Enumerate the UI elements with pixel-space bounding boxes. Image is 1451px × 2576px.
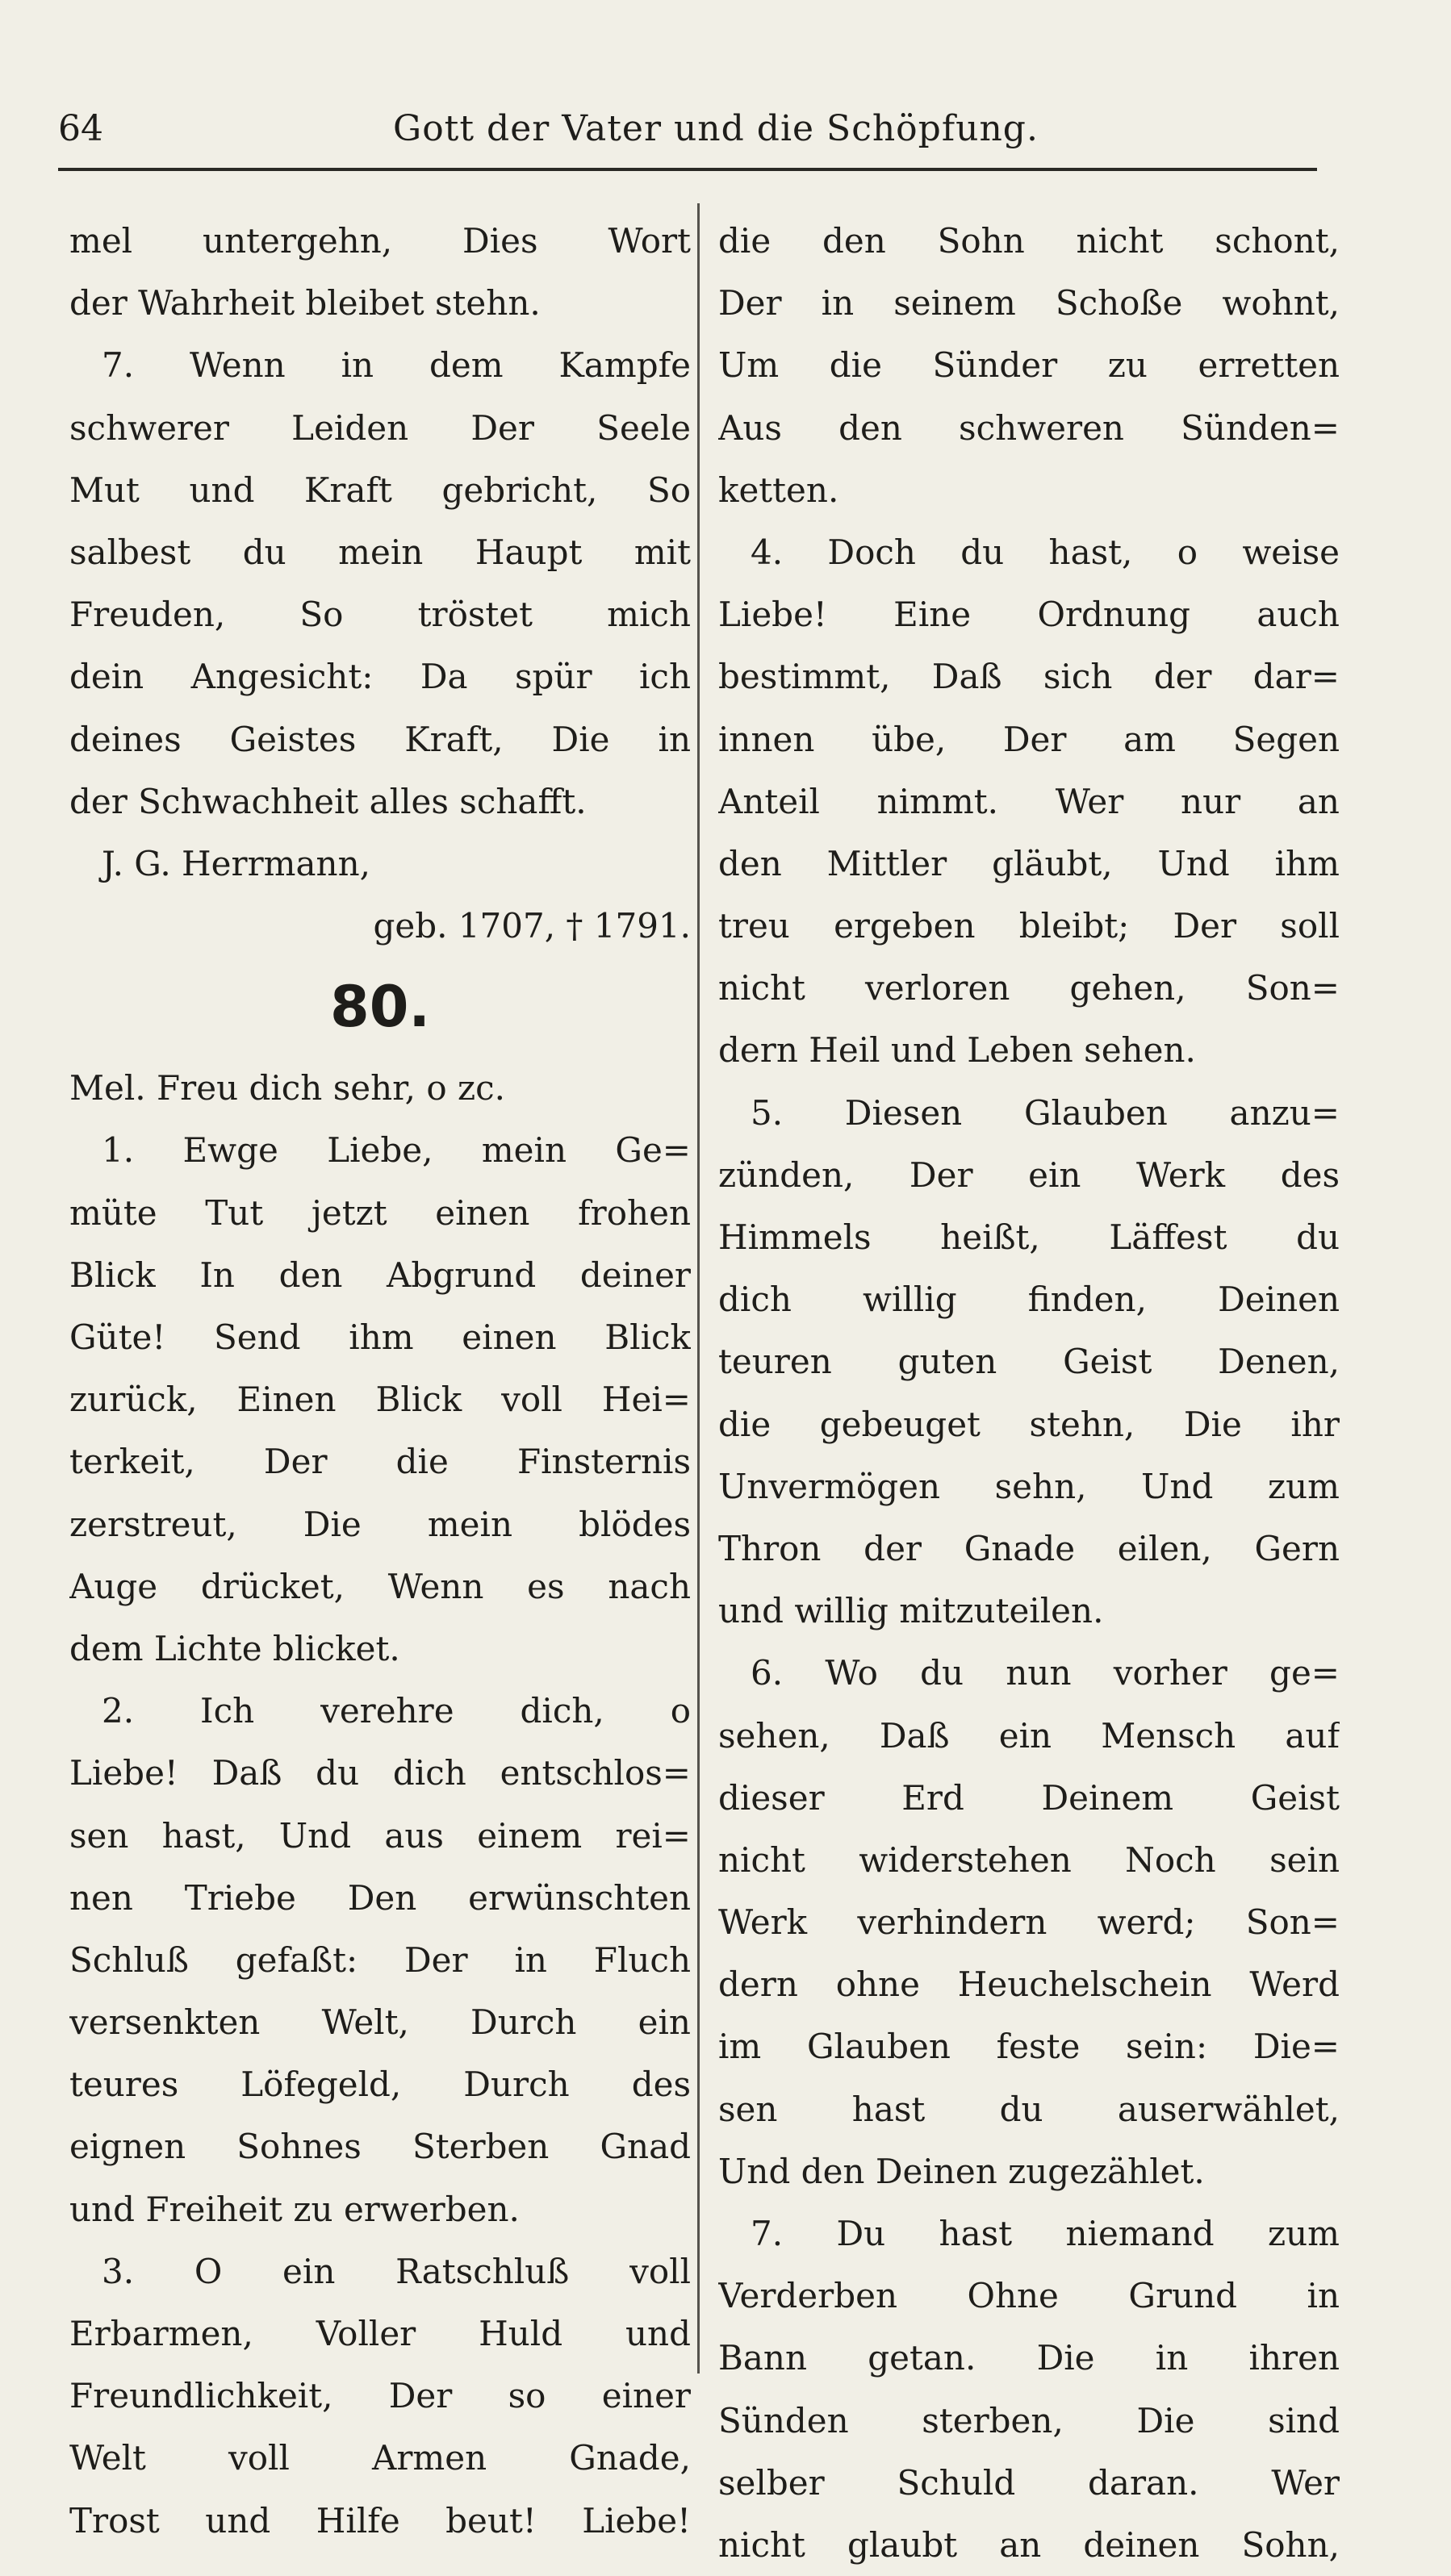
text-line: nicht glaubt an deinen Sohn, (718, 2524, 1340, 2565)
text-line: müte Tut jetzt einen frohen (69, 1192, 691, 1233)
text-line: ketten. (718, 470, 839, 510)
text-line: Mut und Kraft gebricht, So (69, 470, 691, 510)
text-line: Trost und Hilfe beut! Liebe! (69, 2500, 691, 2541)
text-line: teures Löfegeld, Durch des (69, 2065, 691, 2105)
text-line: Mel. Freu dich sehr, o zc. (69, 1068, 505, 1108)
text-line: 5. Diesen Glauben anzu= (751, 1092, 1340, 1133)
text-line: 1. Ewge Liebe, mein Ge= (102, 1130, 691, 1171)
text-line: dem Lichte blicket. (69, 1628, 400, 1668)
left-column (69, 210, 691, 2552)
text-line: und Freiheit zu erwerben. (69, 2189, 520, 2229)
text-line: 2. Ich verehre dich, o (102, 1691, 691, 1731)
text-line: Anteil nimmt. Wer nur an (718, 781, 1340, 821)
text-line: und willig mitzuteilen. (718, 1591, 1104, 1631)
text-line: Erbarmen, Voller Huld und (69, 2314, 691, 2353)
text-line: Welt voll Armen Gnade, (69, 2438, 691, 2478)
text-line: deines Geistes Kraft, Die in (69, 719, 691, 759)
text-line: treu ergeben bleibt; Der soll (718, 906, 1340, 946)
text-line: teuren guten Geist Denen, (718, 1342, 1340, 1382)
text-line: 7. Du hast niemand zum (751, 2214, 1340, 2253)
text-line: die gebeuget stehn, Die ihr (718, 1404, 1340, 1444)
text-line: 7. Wenn in dem Kampfe (102, 345, 691, 386)
header-rule (58, 168, 1317, 171)
text-line: Bann getan. Die in ihren (718, 2338, 1340, 2378)
text-line: geb. 1707, † 1791. (373, 906, 691, 946)
text-line: dein Angesicht: Da spür ich (69, 657, 691, 697)
text-line: selber Schuld daran. Wer (718, 2462, 1340, 2503)
text-line: Blick In den Abgrund deiner (69, 1255, 691, 1295)
text-line: mel untergehn, Dies Wort (69, 221, 691, 261)
text-line: nicht widerstehen Noch sein (718, 1839, 1340, 1880)
text-line: eignen Sohnes Sterben Gnad (69, 2127, 691, 2167)
text-line: dern ohne Heuchelschein Werd (718, 1964, 1340, 2005)
text-line: sen hast, Und aus einem rei= (69, 1815, 691, 1856)
text-line: nicht verloren gehen, Son= (718, 968, 1340, 1008)
text-line: nen Triebe Den erwünschten (69, 1877, 691, 1918)
text-line: terkeit, Der die Finsternis (69, 1442, 691, 1482)
text-line: salbest du mein Haupt mit (69, 532, 691, 572)
text-line: Freuden, So tröstet mich (69, 595, 691, 635)
text-line: Sünden sterben, Die sind (718, 2400, 1340, 2440)
text-line: den Mittler gläubt, Und ihm (718, 843, 1340, 883)
text-line: im Glauben feste sein: Die= (718, 2027, 1340, 2067)
running-title: Gott der Vater und die Schöpfung. (393, 107, 1039, 149)
text-line: Um die Sünder zu erretten (718, 345, 1340, 386)
text-line: Verderben Ohne Grund in (718, 2276, 1340, 2316)
text-line: Himmels heißt, Läffest du (718, 1217, 1340, 1257)
page-number: 64 (58, 107, 103, 149)
column-divider (697, 203, 700, 2374)
text-line: die den Sohn nicht schont, (718, 221, 1340, 261)
text-line: dieser Erd Deinem Geist (718, 1777, 1340, 1818)
text-line: versenkten Welt, Durch ein (69, 2002, 691, 2043)
text-line: J. G. Herrmann, (102, 843, 370, 883)
page-header (58, 97, 1317, 160)
text-line: Werk verhindern werd; Son= (718, 1902, 1340, 1943)
text-line: Aus den schweren Sünden= (718, 407, 1340, 448)
text-line: bestimmt, Daß sich der dar= (718, 657, 1340, 697)
text-line: 3. O ein Ratschluß voll (102, 2251, 691, 2291)
text-line: dern Heil und Leben sehen. (718, 1030, 1196, 1071)
text-line: Freundlichkeit, Der so einer (69, 2376, 691, 2416)
text-line: Und den Deinen zugezählet. (718, 2151, 1205, 2191)
hymn-number: 80. (329, 974, 430, 1041)
text-line: der Wahrheit bleibet stehn. (69, 283, 541, 324)
text-line: zünden, Der ein Werk des (718, 1154, 1340, 1195)
text-line: 6. Wo du nun vorher ge= (751, 1653, 1340, 1693)
text-line: schwerer Leiden Der Seele (69, 407, 691, 448)
text-line: sen hast du auserwählet, (718, 2089, 1340, 2129)
text-line: Schluß gefaßt: Der in Fluch (69, 1939, 691, 1980)
text-line: Güte! Send ihm einen Blick (69, 1317, 691, 1357)
text-line: zerstreut, Die mein blödes (69, 1504, 691, 1544)
text-line: der Schwachheit alles schafft. (69, 781, 587, 821)
text-line: zurück, Einen Blick voll Hei= (69, 1380, 691, 1420)
text-line: Unvermögen sehn, Und zum (718, 1466, 1340, 1506)
text-line: 4. Doch du hast, o weise (751, 532, 1340, 572)
text-line: sehen, Daß ein Mensch auf (718, 1715, 1340, 1756)
text-line: Auge drücket, Wenn es nach (69, 1566, 691, 1606)
right-column (718, 210, 1340, 2576)
text-line: Der in seinem Schoße wohnt, (718, 283, 1340, 324)
text-line: Liebe! Eine Ordnung auch (718, 595, 1340, 635)
text-line: innen übe, Der am Segen (718, 719, 1340, 759)
text-line: Liebe! Daß du dich entschlos= (69, 1753, 691, 1793)
text-line: dich willig finden, Deinen (718, 1280, 1340, 1320)
text-line: Thron der Gnade eilen, Gern (718, 1528, 1340, 1568)
